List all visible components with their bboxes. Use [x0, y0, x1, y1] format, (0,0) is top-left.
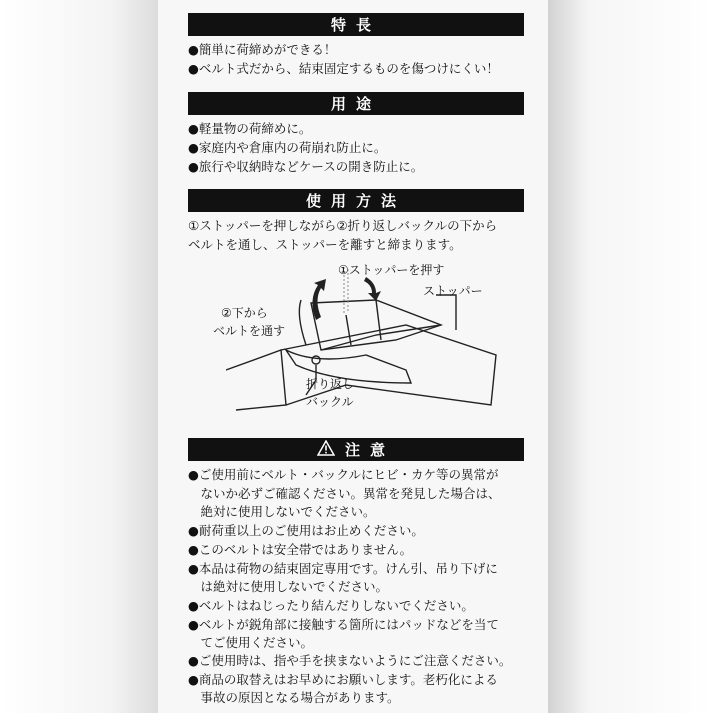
background-strip-left: [0, 0, 158, 713]
caution-line-4: ●耐荷重以上のご使用はお止めください。: [188, 523, 424, 538]
features-item-1: ●簡単に荷締めができる！: [188, 42, 337, 57]
figure-label-buckle-line2: バックル: [306, 395, 354, 409]
uses-item-3: ●旅行や収納時などケースの開き防止に。: [188, 159, 424, 174]
caution-title: 注意: [344, 441, 395, 459]
buckle-frame: [311, 300, 441, 350]
caution-line-6: ●本品は荷物の結束固定専用です。けん引、吊り下げに: [188, 561, 498, 576]
caution-line-2: ないか必ずご確認ください。異常を発見した場合は、: [188, 486, 501, 501]
caution-line-7: は絶対に使用しないでください。: [188, 579, 389, 594]
uses-item-1: ●軽量物の荷締めに。: [188, 121, 312, 136]
figure-label-step2-line1: ②下から: [221, 306, 268, 320]
figure-label-step2-line2: ベルトを通す: [213, 324, 286, 338]
howto-line-1: ①ストッパーを押しながら②折り返しバックルの下から: [188, 218, 498, 233]
figure-label-stopper: ストッパー: [423, 284, 483, 298]
uses-item-2: ●家庭内や倉庫内の荷崩れ防止に。: [188, 140, 387, 155]
buckle-pivot: [312, 356, 320, 364]
caution-line-8: ●ベルトはねじったり結んだりしないでください。: [188, 598, 474, 613]
features-header: 特長: [188, 13, 524, 36]
caution-line-10: てご使用ください。: [188, 635, 314, 650]
warning-triangle-icon: [317, 440, 335, 460]
caution-line-1: ●ご使用前にベルト・バックルにヒビ・カケ等の異常が: [188, 467, 499, 482]
caution-line-9: ●ベルトが鋭角部に接触する箇所にはパッドなどを当て: [188, 617, 499, 632]
howto-header: 使用方法: [188, 189, 524, 212]
uses-header: 用途: [188, 92, 524, 115]
arrow-press-icon: [364, 277, 381, 301]
background-strip-right: [548, 0, 713, 713]
caution-line-12: ●商品の取替えはお早めにお願いします。老朽化による: [188, 672, 498, 687]
figure-label-buckle-line1: 折り返し: [306, 377, 355, 391]
belt-strap: [281, 325, 496, 405]
belt-lower-left: [226, 350, 286, 410]
caution-line-3: 絶対に使用しないでください。: [188, 504, 376, 519]
howto-line-2: ベルトを通し、ストッパーを離すと締まります。: [188, 237, 462, 252]
caution-line-5: ●このベルトは安全帯ではありません。: [188, 542, 413, 557]
caution-line-13: 事故の原因となる場合があります。: [188, 690, 400, 705]
features-item-2: ●ベルト式だから、結束固定するものを傷つけにくい！: [188, 61, 499, 76]
caution-header: [188, 438, 524, 461]
caution-line-11: ●ご使用時は、指や手を挟まないようにご注意ください。: [188, 653, 512, 668]
figure-label-step1: ①ストッパーを押す: [338, 263, 445, 277]
stopper-lever: [299, 300, 306, 345]
arrow-up-icon: [312, 279, 326, 320]
